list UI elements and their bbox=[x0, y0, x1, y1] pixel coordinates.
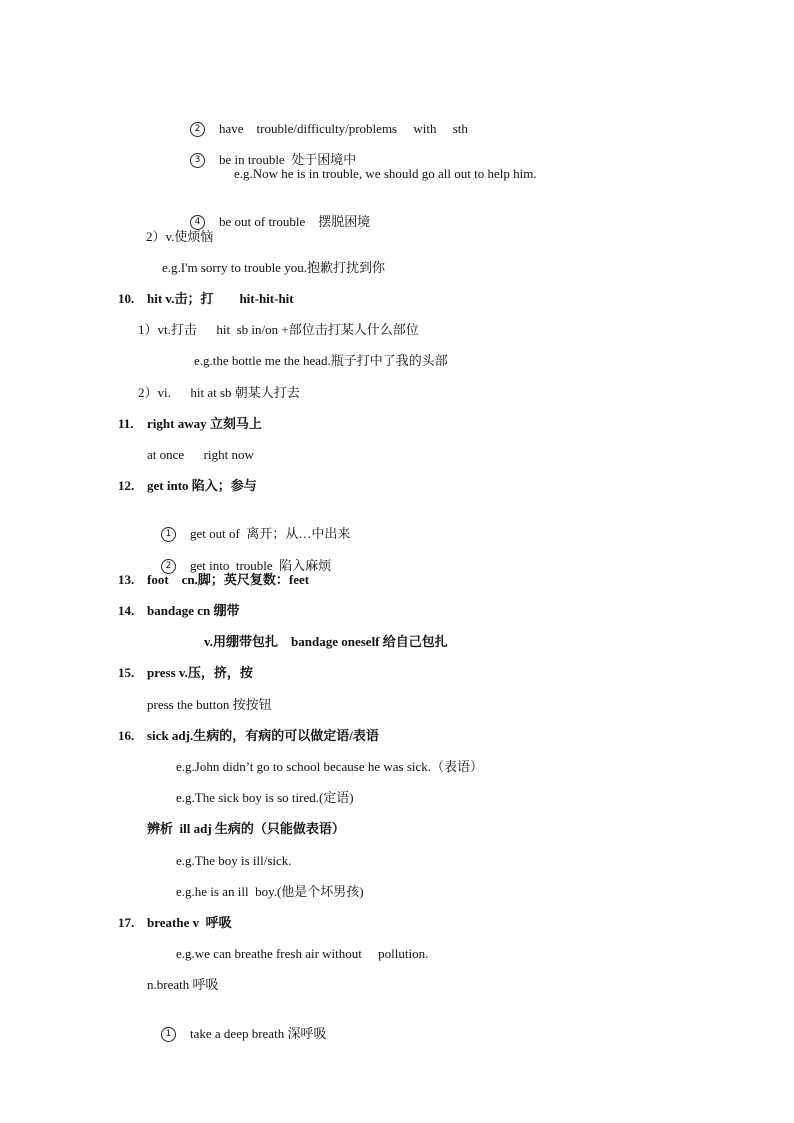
circled-number: 2 bbox=[190, 122, 205, 137]
sub-definition-bold: v.用绷带包扎 bandage oneself 给自己包扎 bbox=[204, 634, 448, 649]
entry-number: 13. bbox=[118, 572, 135, 587]
entry-number: 14. bbox=[118, 603, 135, 618]
example-sentence: e.g.I'm sorry to trouble you.抱歉打扰到你 bbox=[162, 260, 385, 275]
example-sentence: e.g.The sick boy is so tired.(定语) bbox=[176, 790, 354, 805]
entry-number: 11. bbox=[118, 416, 134, 431]
item-take-a-deep-breath: 1 take a deep breath 深呼吸 bbox=[148, 1009, 326, 1058]
item-be-out-of-trouble: 4 be out of trouble 摆脱困境 bbox=[177, 197, 370, 246]
entry-heading-hit: hit v.击；打 hit-hit-hit bbox=[147, 291, 294, 306]
example-sentence: e.g.The boy is ill/sick. bbox=[176, 853, 292, 868]
circled-number: 1 bbox=[161, 527, 176, 542]
entry-number: 15. bbox=[118, 665, 135, 680]
entry-heading-get-into: get into 陷入；参与 bbox=[147, 478, 257, 493]
circled-number: 4 bbox=[190, 215, 205, 230]
sub-definition: 2）v.使烦恼 bbox=[146, 229, 214, 244]
sub-definition: 2）vi. hit at sb 朝某人打去 bbox=[138, 385, 300, 400]
synonyms-line: at once right now bbox=[147, 447, 254, 462]
example-sentence: e.g.Now he is in trouble, we should go all out to help him. bbox=[234, 166, 537, 181]
entry-number: 17. bbox=[118, 915, 135, 930]
example-sentence: e.g.the bottle me the head.瓶子打中了我的头部 bbox=[194, 353, 448, 368]
entry-heading-bandage: bandage cn 绷带 bbox=[147, 603, 240, 618]
entry-heading-breathe: breathe v 呼吸 bbox=[147, 915, 232, 930]
circled-number: 3 bbox=[190, 153, 205, 168]
entry-number: 12. bbox=[118, 478, 135, 493]
item-be-in-trouble: 3 be in trouble 处于困境中 bbox=[177, 135, 356, 184]
comparison-heading: 辨析 ill adj 生病的（只能做表语） bbox=[147, 821, 345, 836]
entry-heading-press: press v.压，挤，按 bbox=[147, 665, 253, 680]
noun-form: n.breath 呼吸 bbox=[147, 977, 219, 992]
entry-heading-right-away: right away 立刻马上 bbox=[147, 416, 262, 431]
entry-number: 10. bbox=[118, 291, 135, 306]
example-sentence: e.g.we can breathe fresh air without pollution. bbox=[176, 946, 429, 961]
entry-number: 16. bbox=[118, 728, 135, 743]
example-phrase: press the button 按按钮 bbox=[147, 697, 272, 712]
item-get-out-of: 1 get out of 离开；从…中出来 bbox=[148, 509, 350, 558]
circled-number: 1 bbox=[161, 1027, 176, 1042]
example-sentence: e.g.he is an ill boy.(他是个坏男孩) bbox=[176, 884, 364, 899]
entry-heading-foot: foot cn.脚；英尺复数：feet bbox=[147, 572, 310, 587]
entry-heading-sick: sick adj.生病的，有病的可以做定语/表语 bbox=[147, 728, 379, 743]
sub-definition: 1）vt.打击 hit sb in/on +部位击打某人什么部位 bbox=[138, 322, 419, 337]
item-have-trouble: 2 have trouble/difficulty/problems with sth bbox=[177, 104, 468, 153]
item-get-into-trouble: 2 get into trouble 陷入麻烦 bbox=[148, 541, 331, 590]
example-sentence: e.g.John didn’t go to school because he was sick.（表语） bbox=[176, 759, 484, 774]
circled-number: 2 bbox=[161, 559, 176, 574]
